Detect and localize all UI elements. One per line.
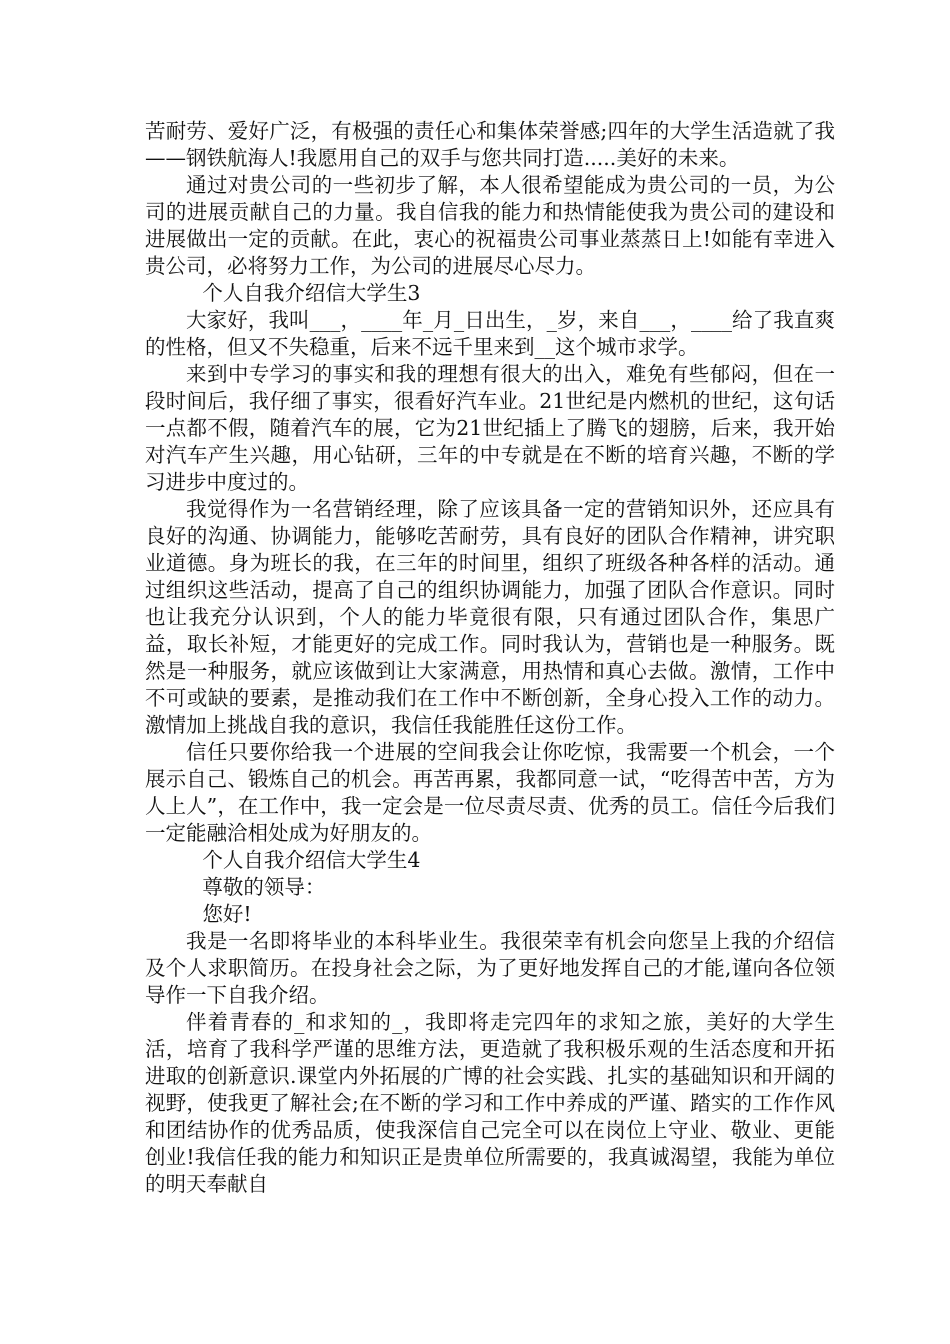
paragraph: 大家好，我叫___，____年_月_日出生，_岁，来自___，____给了我直爽的性格，但又不失稳重，后来不远千里来到__这个城市求学。 [145,308,835,359]
document-body [145,118,835,1198]
paragraph: 伴着青春的_和求知的_，我即将走完四年的求知之旅，美好的大学生活，培育了我科学严谨的思维方法，更造就了我积极乐观的生活态度和开拓进取的创新意识.课堂内外拓展的广博的社会实践、扎实的基础知识和开阔的视野，使我更了解社会;在不断的学习和工作中养成的严谨、踏实的工作作风和团结协作的优秀品质，使我深信自己完全可以在岗位上守业、敬业、更能创业!我信任我的能力和知识正是贵单位所需要的，我真诚渴望，我能为单位的明天奉献自 [145,1010,835,1196]
paragraph: 来到中专学习的事实和我的理想有很大的出入，难免有些郁闷，但在一段时间后，我仔细了事实，很看好汽车业。21世纪是内燃机的世纪，这句话一点都不假，随着汽车的展，它为21世纪插上了腾飞的翅膀，后来，我开始对汽车产生兴趣，用心钻研，三年的中专就是在不断的培育兴趣，不断的学习进步中度过的。 [145,362,835,494]
paragraph: 我觉得作为一名营销经理，除了应该具备一定的营销知识外，还应具有良好的沟通、协调能力，能够吃苦耐劳，具有良好的团队合作精神，讲究职业道德。身为班长的我，在三年的时间里，组织了班级各种各样的活动。通过组织这些活动，提高了自己的组织协调能力，加强了团队合作意识。同时也让我充分认识到，个人的能力毕竟很有限，只有通过团队合作，集思广益，取长补短，才能更好的完成工作。同时我认为，营销也是一种服务。既然是一种服务，就应该做到让大家满意，用热情和真心去做。激情，工作中不可或缺的要素，是推动我们在工作中不断创新，全身心投入工作的动力。激情加上挑战自我的意识，我信任我能胜任这份工作。 [145,497,835,737]
paragraph: 信任只要你给我一个进展的空间我会让你吃惊，我需要一个机会，一个展示自己、锻炼自己的机会。再苦再累，我都同意一试，“吃得苦中苦，方为人上人”，在工作中，我一定会是一位尽责尽责、优秀的员工。信任今后我们一定能融洽相处成为好朋友的。 [145,740,835,845]
paragraph-continuation: 苦耐劳、爱好广泛，有极强的责任心和集体荣誉感;四年的大学生活造就了我——钢铁航海人!我愿用自己的双手与您共同打造.....美好的未来。 [145,119,835,170]
paragraph: 通过对贵公司的一些初步了解，本人很希望能成为贵公司的一员，为公司的进展贡献自己的力量。我自信我的能力和热情能使我为贵公司的建设和进展做出一定的贡献。在此，衷心的祝福贵公司事业蒸蒸日上!如能有幸进入贵公司，必将努力工作，为公司的进展尽心尽力。 [145,173,835,278]
section-heading: 个人自我介绍信大学生3 [202,281,421,305]
section-heading: 个人自我介绍信大学生4 [202,848,421,872]
salutation: 尊敬的领导： [202,875,326,899]
paragraph: 我是一名即将毕业的本科毕业生。我很荣幸有机会向您呈上我的介绍信及个人求职简历。在投身社会之际，为了更好地发挥自己的才能,谨向各位领导作一下自我介绍。 [145,929,835,1007]
greeting: 您好! [202,902,252,926]
